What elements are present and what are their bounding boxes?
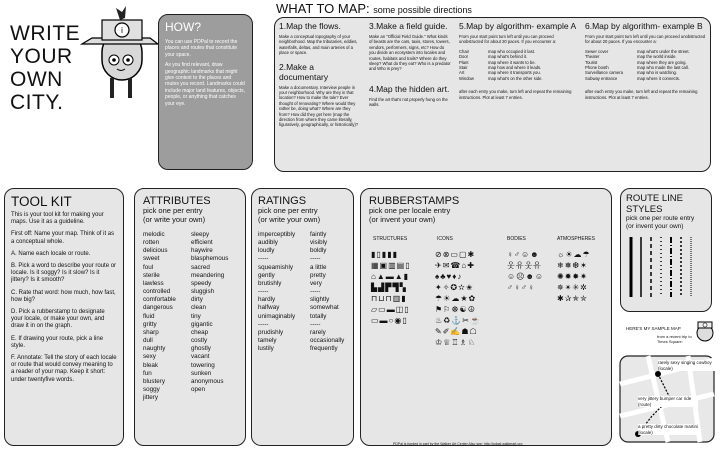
how-text-2: As you find relevant, draw geographic landmarks that might give context to the places and routes you record. Landmarks could include major land features, objects, people, or anything that catches your eye. xyxy=(165,62,246,107)
word-item: gigantic xyxy=(191,320,213,328)
word-item: sunken xyxy=(191,369,212,377)
word-item: clean xyxy=(191,304,207,312)
direction-6-list xyxy=(585,49,707,81)
sample-note-2: very jittery bumper car ride (route) xyxy=(638,396,698,407)
algorithm-row: Tourist map where they are going. xyxy=(585,59,687,65)
sample-map-label: HERE'S MY SAMPLE MAP xyxy=(626,326,681,331)
ratings-sub-1: pick one per entry xyxy=(258,206,318,215)
bodies-stamps xyxy=(507,249,544,293)
word-item: ----- xyxy=(258,288,269,296)
stamp-row: ♠♣♥♦♪ xyxy=(435,272,463,281)
direction-4-heading: 4.Map the hidden art. xyxy=(369,83,450,94)
structures-stamps xyxy=(371,249,411,326)
word-item: tamely xyxy=(258,337,277,345)
ratings-sub-2: (or write your own) xyxy=(258,214,321,224)
word-item: dull xyxy=(143,337,153,345)
word-item: ----- xyxy=(310,255,321,263)
word-item: fun xyxy=(143,369,152,377)
stamp-row: ⌂▲▬▲▮ xyxy=(371,272,410,281)
word-item: cheap xyxy=(191,328,209,336)
word-item: squeamishly xyxy=(258,263,293,271)
stamp-row: ✵✴✳✲ xyxy=(557,283,588,292)
structures-header: STRUCTURES xyxy=(373,236,408,242)
word-item: soggy xyxy=(143,385,160,393)
atmospheres-header: ATMOSPHERES xyxy=(557,236,595,242)
stamp-row: ❄❅❆✶ xyxy=(557,261,588,270)
word-item: sacred xyxy=(191,263,210,271)
mascot-illustration xyxy=(80,2,160,112)
word-item: ----- xyxy=(310,320,321,328)
rubberstamps-sub-2: (or invent your own) xyxy=(369,214,436,224)
word-item: ----- xyxy=(258,255,269,263)
stamp-row: ✱✰✯✮ xyxy=(557,294,588,303)
stamp-row: ✎✐✍☗☖ xyxy=(435,327,478,336)
word-item: controlled xyxy=(143,288,171,296)
how-text-1: You can use PDPal to record the places and routes that constitute your space. xyxy=(165,39,238,58)
attributes-list-2 xyxy=(191,231,228,402)
word-item: sweet xyxy=(143,255,160,263)
word-item: totally xyxy=(310,312,327,320)
stamp-row: ✺✹✸✷ xyxy=(557,272,588,281)
attributes-list-1 xyxy=(143,231,191,402)
word-item: boldly xyxy=(310,247,327,255)
word-item: blustery xyxy=(143,377,166,385)
word-item: brutishly xyxy=(258,279,282,287)
word-item: foul xyxy=(143,263,154,271)
toolkit-step: D. Pick a rubberstamp to designate your locale, or make your own, and draw it in on the graph. xyxy=(11,309,105,330)
stamp-row: ▙▟▛▜▚ xyxy=(371,283,407,292)
direction-3: 3.Make a field guide. Make an "Official Field Guide." What kinds of beasts are the cars, taxis, stores, towers, vendors, performers, signs, etc? How do you divide an ecosystem into locales and routes, habitats and trails? Where do they sleep? What do they eat? Who is a predator and Who is prey? 4.Map the hidden art. Find the art that's not properly hung on the walls. xyxy=(369,21,451,108)
route-styles-sub-2: (or invent your own) xyxy=(626,222,684,230)
toolkit-title: TOOL KIT xyxy=(11,194,72,209)
toolkit-step: First off: Name your map. Think of it as a conceptual whole. xyxy=(11,231,115,245)
stamp-row: ♀♂☺☻ xyxy=(507,250,540,259)
word-item: tiny xyxy=(191,312,201,320)
attributes-sub-1: pick one per entry xyxy=(143,206,203,215)
stamp-row: ☺☹☻☺ xyxy=(507,272,545,281)
word-item: visibly xyxy=(310,239,328,247)
ratings-title: RATINGS xyxy=(258,195,307,207)
footer-text: PDPal is funded in part by the Walker Art Center Also see: http://pdpal.walkerart.org xyxy=(393,442,523,446)
word-item: fluid xyxy=(143,312,155,320)
algorithm-row: Chair map who occupied it last. xyxy=(459,48,536,54)
word-item: a little xyxy=(310,263,327,271)
algorithm-row: Plant map where it wants to be. xyxy=(459,59,536,65)
word-item: sexy xyxy=(143,353,156,361)
ratings-box xyxy=(251,188,354,446)
word-item: sluggish xyxy=(191,288,215,296)
rubberstamps-box xyxy=(360,188,612,446)
algorithm-row: Phone booth map who made the last call. xyxy=(585,65,689,71)
stamp-row: 웃유웃유 xyxy=(507,261,542,270)
word-item: delicious xyxy=(143,247,168,255)
word-item: somewhat xyxy=(310,304,339,312)
ratings-list-1 xyxy=(258,231,310,353)
word-item: ghostly xyxy=(191,345,211,353)
word-item: blasphemous xyxy=(191,255,229,263)
direction-5: 5.Map by algorithm- example A From your start point turn left until you can proceed unobstructed for about 20 paces. If you encounter a: Chair map who occupied it last. Door map what's behind it. Plant map where it wants to be. Stair map how and where it leads. Art map where it transports you. Window map what's on the other side. after each entry you make, turn left and repeat the remaining instructions. Plot at least 7 entries. xyxy=(459,21,579,104)
sample-note-1: rarely sexy singing cowboy (locale) xyxy=(658,360,716,371)
word-item: open xyxy=(191,385,206,393)
word-item: naughty xyxy=(143,345,166,353)
word-item: rotten xyxy=(143,239,160,247)
stamp-row: ♂♀♂♀ xyxy=(507,283,535,292)
word-item: bleak xyxy=(143,361,159,369)
word-item: sleepy xyxy=(191,231,210,238)
word-item: very xyxy=(310,279,322,287)
what-to-map-box xyxy=(274,17,711,172)
word-item: comfortable xyxy=(143,296,176,304)
word-item: costly xyxy=(191,337,208,345)
toolkit-box xyxy=(4,188,124,446)
algorithm-row: Stair map how and where it leads. xyxy=(459,65,542,71)
word-item: prudishly xyxy=(258,328,284,336)
word-item: occasionally xyxy=(310,337,345,345)
line-styles-samples xyxy=(627,235,699,299)
direction-6: 6.Map by algorithm- example B From your start point turn left until you can proceed unobstructed for about 20 paces. If you encounter a: Sewer cover map what's under the street. Theater map the world inside. Tourist map where they are going. Phone booth map who made the last call. Surveillance camera map who is watching. Subway entrance map where it connects. after each entry you make, turn left and repeat the remaining instructions. Plot at least 7 entries. xyxy=(585,21,706,100)
icons-stamps xyxy=(435,249,481,348)
sample-note-3: a pretty dirty chocolate martini (locale) xyxy=(638,424,699,435)
attributes-box xyxy=(134,188,246,446)
word-item: dirty xyxy=(191,296,203,304)
word-item: faintly xyxy=(310,231,327,238)
word-item: ----- xyxy=(310,288,321,296)
page-title: WRITE YOUR OWN CITY. xyxy=(10,22,81,114)
stamp-row: ⚑⚐☸☯☮ xyxy=(435,305,476,314)
what-to-map-subtitle: some possible directions xyxy=(373,5,472,15)
toolkit-step: C. Rate that word: how much, how fast, how big? xyxy=(11,289,116,303)
how-box xyxy=(158,14,253,170)
stamp-row: ⊘⊗▭▢✱ xyxy=(435,250,476,259)
route-styles-sub-1: pick one per route entry xyxy=(626,215,695,222)
word-item: speedy xyxy=(191,279,212,287)
toolkit-step: E. If drawing your route, pick a line style. xyxy=(11,335,104,349)
word-item: ----- xyxy=(258,320,269,328)
word-item: vacant xyxy=(191,353,210,361)
stamp-row: ▱▭▬◫▯ xyxy=(371,305,410,314)
algorithm-row: Door map what's behind it. xyxy=(459,54,528,60)
bodies-header: BODIES xyxy=(507,236,526,242)
algorithm-row: Window map what's on the other side. xyxy=(459,75,543,81)
route-styles-box xyxy=(620,188,712,312)
word-item: lawless xyxy=(143,279,164,287)
stamp-row: ✦✧✪✫✬ xyxy=(435,283,474,292)
word-item: unimaginably xyxy=(258,312,296,320)
icons-header: ICONS xyxy=(437,236,453,242)
toolkit-step: A. Name each locale or route. xyxy=(11,250,91,257)
word-item: melodic xyxy=(143,231,165,238)
algorithm-row: Subway entrance map where it connects. xyxy=(585,75,681,81)
stamp-row: ▭▬○◉▯ xyxy=(371,316,408,325)
stamp-row: ☂☀☁★✿ xyxy=(435,294,477,303)
algorithm-row: Theater map the world inside. xyxy=(585,54,677,60)
atmospheres-stamps xyxy=(557,249,591,304)
direction-2-heading: 2.Make a documentary xyxy=(279,61,329,82)
how-heading: HOW? xyxy=(165,20,201,34)
word-item: gritty xyxy=(143,320,157,328)
stamp-row: ▦▣▥▤▯ xyxy=(371,261,411,270)
sample-map-sub: from a recent trip to Times Square: xyxy=(657,334,692,344)
stamp-row: ✈✉☎⌂✚ xyxy=(435,261,475,270)
word-item: frequently xyxy=(310,345,338,353)
direction-2-text: Make a documentary. Interview people in your neighborhood. Why are they in that location? How to make the tale? Ever thought of renovating? Where would they rather be, doing what? Where are they from? How did they get here (map the direction from where they came literally, figuratively, geographically, or historically)? xyxy=(279,84,359,128)
word-item: meandering xyxy=(191,271,225,279)
word-item: loudly xyxy=(258,247,275,255)
word-item: dangerous xyxy=(143,304,173,312)
stamp-row: ♨♻⚓✂☕ xyxy=(435,316,481,325)
word-item: lustily xyxy=(258,345,274,353)
word-item: jittery xyxy=(143,394,159,402)
stamp-row: ⊓⊔⊓▥▮ xyxy=(371,294,407,303)
toolkit-step: B. Pick a word to describe your route or locale. Is it soggy? Is it slow? Is it jittery? Is it smooth? xyxy=(11,263,117,284)
word-item: audibly xyxy=(258,239,278,247)
word-item: sterile xyxy=(143,271,160,279)
word-item: haywire xyxy=(191,247,213,255)
svg-text:i: i xyxy=(120,26,124,35)
algorithm-row: Sewer cover map what's under the street. xyxy=(585,48,690,54)
word-item: sharp xyxy=(143,328,159,336)
word-item: gently xyxy=(258,271,275,279)
attributes-sub-2: (or write your own) xyxy=(143,214,206,224)
what-to-map-title: WHAT TO MAP: some possible directions xyxy=(276,1,472,16)
direction-5-list xyxy=(459,49,579,81)
sample-mascot-icon xyxy=(694,318,716,344)
toolkit-step: F. Annotate: Tell the story of each locale or route that would convey meaning to a reader of your map. Keep it short: under twentyfive words. xyxy=(11,355,117,383)
rubberstamps-title: RUBBERSTAMPS xyxy=(369,195,460,207)
word-item: hardly xyxy=(258,296,276,304)
word-item: imperceptibly xyxy=(258,231,296,238)
word-item: anonymous xyxy=(191,377,224,385)
stamp-row: ♔♕♖♗♘ xyxy=(435,338,476,347)
toolkit-steps xyxy=(11,212,117,384)
word-item: towering xyxy=(191,361,215,369)
ratings-list-2 xyxy=(310,231,344,353)
rubberstamps-sub-1: pick one per locale entry xyxy=(369,206,451,215)
attributes-title: ATTRIBUTES xyxy=(143,195,211,207)
word-item: halfway xyxy=(258,304,280,312)
word-item: rarely xyxy=(310,328,326,336)
algorithm-row: Art map where it transports you. xyxy=(459,70,541,76)
stamp-row: ▮▯▮▮▮ xyxy=(371,250,399,259)
route-styles-title: ROUTE LINE STYLES xyxy=(626,193,684,215)
stamp-row: ☼☀☁☂ xyxy=(557,250,591,259)
word-item: efficient xyxy=(191,239,213,247)
algorithm-row: Surveillance camera map who is watching. xyxy=(585,70,678,76)
toolkit-step: This is your tool kit for making your maps. Use it as a guideline. xyxy=(11,212,104,226)
direction-4-text: Find the art that's not properly hung on the walls. xyxy=(369,96,448,108)
direction-1: 1.Map the flows. Make a conceptual topography of your neighborhood. Map the tributaries, eddies, waterfalls, deltas, and main arteries of a place or space. 2.Make a documentary Make a documentary. Interview people in your neighborhood. Why are they in that location? How to make the tale? Ever thought of renovating? Where would they rather be, doing what? Where are they from? How did they get here (map the direction from where they came literally, figuratively, geographically, or historically)? xyxy=(279,21,361,132)
word-item: slightly xyxy=(310,296,330,304)
word-item: pretty xyxy=(310,271,326,279)
